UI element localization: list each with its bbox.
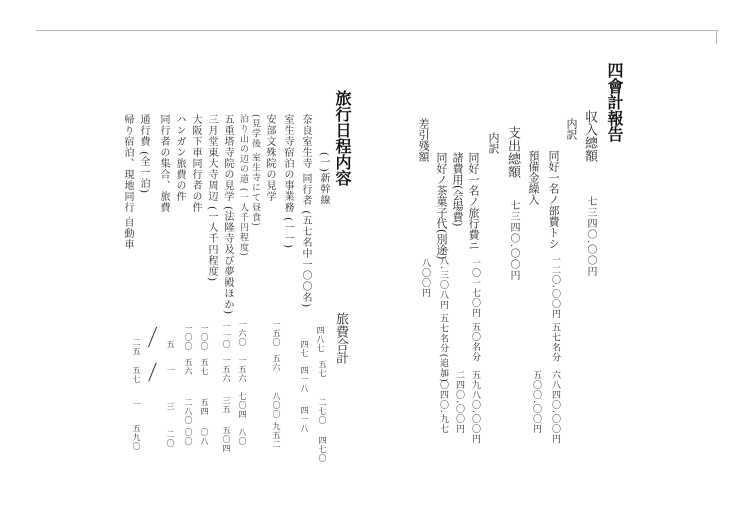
table-cell: 四七〇 bbox=[318, 436, 327, 463]
trip-line: 奈良室生寺 同行者 (五七名中一〇〇名) bbox=[300, 114, 311, 309]
table-cell: 一〇〇 bbox=[200, 324, 209, 351]
table-cell: 五 bbox=[166, 340, 175, 349]
table-cell: 四一八 bbox=[300, 406, 309, 433]
table-cell: 一 bbox=[166, 366, 175, 375]
table-cell: 一〇〇 bbox=[184, 324, 193, 351]
table-cell: 二七〇 bbox=[318, 398, 327, 425]
trip-line: 帰り宿泊、現地同行 自動車 bbox=[122, 114, 133, 251]
expense-item-label: 同好ノ茶菓子代(別途) bbox=[435, 152, 448, 260]
income-heading: 収入總額 bbox=[582, 110, 597, 162]
table-cell: 二八〇 bbox=[184, 398, 193, 425]
trip-line: 泊り山の辺の道 (一人千円程度) bbox=[238, 114, 248, 257]
expense-item-amount: 一八.三〇八円 五七名分(追加) bbox=[438, 246, 448, 383]
trip-line: 同行者の集合、旅費 bbox=[158, 114, 169, 213]
income-item-label: 同好一名ノ部費トシ bbox=[547, 150, 560, 249]
table-cell: 八〇〇 bbox=[272, 392, 281, 419]
table-cell: 五六 bbox=[272, 354, 281, 372]
table-slash-mark bbox=[148, 363, 156, 382]
income-item-subtotal: 五〇〇.〇〇円 bbox=[531, 370, 541, 434]
table-cell: 七〇四 bbox=[238, 392, 247, 419]
trip-line: (見学後 室生寺にて昼食) bbox=[250, 114, 260, 227]
table-cell: 一五〇 bbox=[272, 320, 281, 347]
table-cell: 四七 bbox=[300, 340, 309, 358]
table-slash-mark bbox=[148, 327, 157, 348]
trip-heading: 旅行日程内容 bbox=[333, 90, 352, 186]
table-title: 旅費合計 bbox=[333, 312, 348, 364]
trip-line: 大阪下車同行者の件 bbox=[190, 114, 201, 213]
expense-item-subtotal: 一〇四〇.九七 bbox=[438, 370, 448, 434]
table-cell: 五六 bbox=[184, 358, 193, 376]
expense-item-label: 同好一名ノ旅行費ニ bbox=[467, 152, 480, 251]
income-item-label: 預備金繰入 bbox=[527, 150, 540, 205]
table-cell: 二五 bbox=[132, 338, 141, 356]
table-cell: 一六〇 bbox=[238, 320, 247, 347]
report-title: 四會計報告 bbox=[605, 62, 624, 142]
table-cell: 一五六 bbox=[238, 356, 247, 383]
table-cell: 五九〇 bbox=[132, 424, 141, 451]
trip-line: 三月堂東大寺周辺 (一人千円程度) bbox=[206, 114, 217, 282]
table-cell: 五〇四 bbox=[222, 426, 231, 453]
table-cell: 五四 bbox=[200, 398, 209, 416]
table-cell: 五七 bbox=[132, 366, 141, 384]
income-breakdown-label: 内訳 bbox=[565, 118, 578, 140]
table-cell: 八〇 bbox=[238, 428, 247, 446]
table-cell: 一五六 bbox=[222, 356, 231, 383]
balance-label: 差引殘額 bbox=[417, 118, 430, 162]
expense-total: 七三四〇.〇〇円 bbox=[508, 200, 519, 282]
table-cell: 四八七 bbox=[316, 326, 325, 353]
trip-line: 通行費 (全一泊) bbox=[138, 114, 149, 194]
expense-item-subtotal: 二四〇.〇〇円 bbox=[454, 370, 464, 434]
table-cell: 一 bbox=[132, 400, 141, 409]
trip-line: 安部文殊院の見学 bbox=[264, 114, 275, 202]
table-cell: 三 bbox=[166, 402, 175, 411]
expense-item-label: 諸費用(会場費) bbox=[451, 152, 464, 227]
table-cell: 四一八 bbox=[300, 366, 309, 393]
table-cell: 〇八 bbox=[200, 428, 209, 446]
trip-line: 室生寺宿泊の事業務 (一一) bbox=[282, 114, 293, 249]
table-cell: 〇〇 bbox=[184, 428, 193, 446]
trip-line: 五重塔寺院の見学 (法隆寺及び夢殿ほか) bbox=[222, 114, 233, 315]
trip-line: ハンガン旅費の件 bbox=[174, 114, 185, 202]
income-item-subtotal: 六八四〇.〇〇円 bbox=[550, 370, 560, 444]
income-total: 七三四〇.〇〇円 bbox=[585, 196, 596, 278]
page-edge-line bbox=[36, 30, 718, 31]
table-cell: 九五二 bbox=[272, 422, 281, 449]
table-cell: 五七 bbox=[318, 360, 327, 378]
table-cell: 五七 bbox=[200, 358, 209, 376]
table-cell: 二〇 bbox=[166, 430, 175, 448]
trip-line: (一)新幹線 bbox=[318, 152, 329, 206]
income-item-amount: 一二〇.〇〇円 五七名分 bbox=[550, 255, 560, 363]
expense-breakdown-label: 内訳 bbox=[487, 132, 500, 154]
expense-item-amount: 一〇一七〇円 五〇名分 bbox=[470, 258, 480, 362]
table-cell: 三五 bbox=[222, 396, 231, 414]
page-edge-corner bbox=[716, 30, 717, 44]
table-cell: 一一〇 bbox=[222, 322, 231, 349]
expense-item-subtotal: 五九八〇.〇〇円 bbox=[470, 370, 480, 444]
balance-amount: 八〇〇円 bbox=[420, 258, 430, 298]
expense-heading: 支出總額 bbox=[505, 126, 520, 178]
